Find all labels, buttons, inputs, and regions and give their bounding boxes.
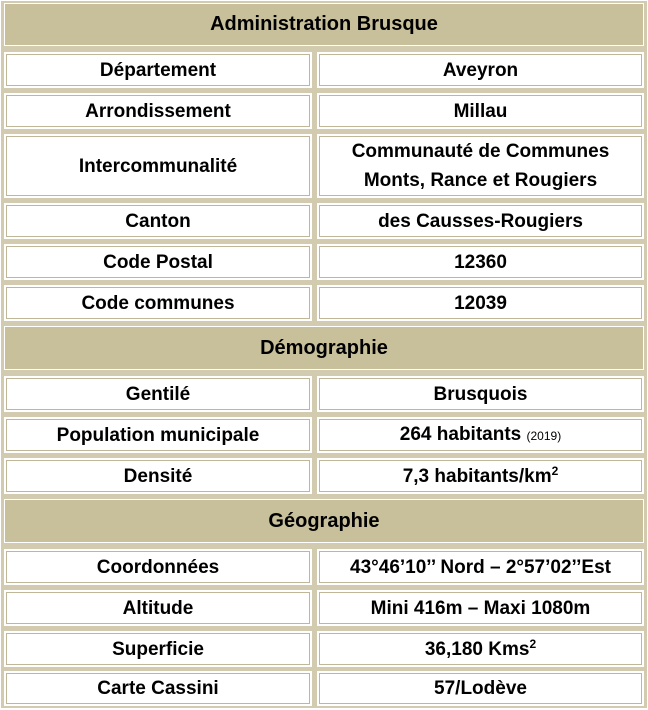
row-label: Carte Cassini: [4, 671, 312, 706]
table-row: [1, 91, 647, 131]
table-row: [1, 547, 647, 587]
table-row: [1, 669, 647, 708]
row-label: Code Postal: [4, 244, 312, 280]
row-label: Intercommunalité: [4, 134, 312, 198]
table-row: [1, 50, 647, 90]
table-row: [1, 588, 647, 628]
year-note: (2019): [526, 428, 562, 443]
row-value: Millau: [317, 93, 644, 129]
exponent: 2: [551, 463, 559, 478]
row-label: Canton: [4, 203, 312, 239]
row-label: Coordonnées: [4, 549, 312, 585]
row-label: Code communes: [4, 285, 312, 321]
table-row: [1, 242, 647, 282]
table-row: [1, 132, 647, 200]
row-value: Aveyron: [317, 52, 644, 88]
row-label: Altitude: [4, 590, 312, 626]
table-row: [1, 201, 647, 241]
section-title: Géographie: [4, 499, 644, 543]
table-row: [1, 456, 647, 496]
row-value: Communauté de Communes Monts, Rance et Rougiers: [317, 134, 644, 198]
row-value: 36,180 Kms$^2$: [317, 631, 644, 667]
section-title: Administration Brusque: [4, 3, 644, 46]
section-header-geographie: [1, 497, 647, 545]
row-value: Mini 416m – Maxi 1080m: [317, 590, 644, 626]
row-label: Population municipale: [4, 417, 312, 453]
table-row: [1, 374, 647, 414]
row-label: Gentilé: [4, 376, 312, 412]
table-row: [1, 283, 647, 323]
row-label: Arrondissement: [4, 93, 312, 129]
table-row: [1, 415, 647, 455]
section-header-administration: [1, 1, 647, 48]
row-label: Département: [4, 52, 312, 88]
row-value: Brusquois: [317, 376, 644, 412]
row-value: 57/Lodève: [317, 671, 644, 706]
row-value: des Causses-Rougiers: [317, 203, 644, 239]
table-row: [1, 629, 647, 669]
row-label: Densité: [4, 458, 312, 494]
row-label: Superficie: [4, 631, 312, 667]
section-title: Démographie: [4, 326, 644, 370]
row-value: 43°46’10’’ Nord – 2°57’02’’Est: [317, 549, 644, 585]
row-value: 7,3 habitants/$km^2$: [317, 458, 644, 494]
row-value: 12360: [317, 244, 644, 280]
row-value: 12039: [317, 285, 644, 321]
exponent: 2: [529, 636, 537, 651]
section-header-demographie: [1, 324, 647, 372]
info-table: [1, 1, 647, 708]
row-value: 264 habitants (2019): [317, 417, 644, 453]
